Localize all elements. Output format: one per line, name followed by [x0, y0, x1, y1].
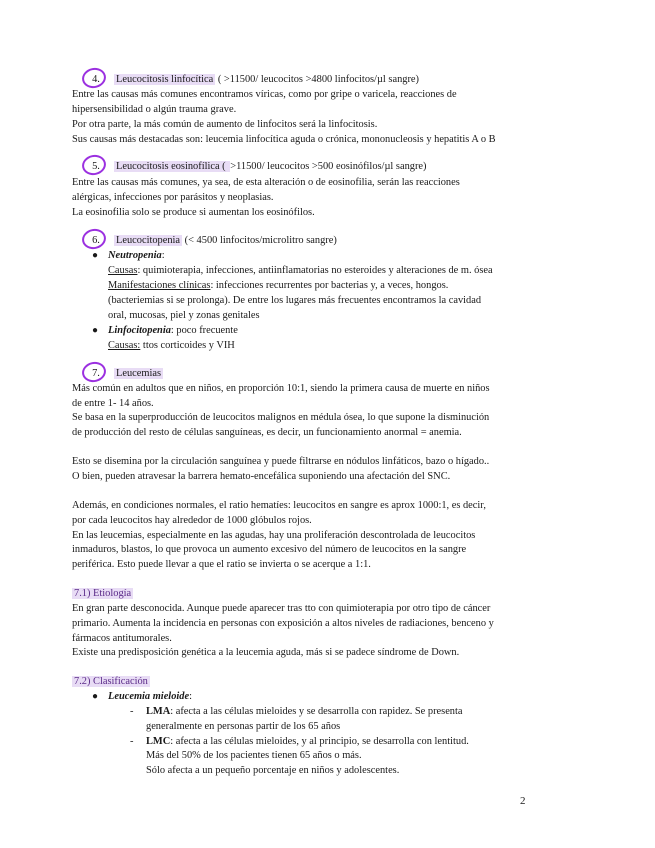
neutropenia-causas: Causas: quimioterapia, infecciones, antiinflamatorias no esteroides y alteraciones de m. ósea: [108, 265, 493, 276]
section-4-heading: 4. Leucocitosis linfocítica ( >11500/ leucocitos >4800 linfocitos/µl sangre): [86, 73, 419, 86]
lmc-line-2: Más del 50% de los pacientes tienen 65 años o más.: [146, 750, 362, 761]
circle-annotation-icon: [80, 227, 108, 252]
s71-line-1: En gran parte desconocida. Aunque puede aparecer tras tto con quimioterapia por otro tipo de cáncer: [72, 603, 491, 614]
section-5-heading: 5. Leucocitosis eosinofílica ( >11500/ leucocitos >500 eosinófilos/µl sangre): [86, 160, 427, 173]
lma-item: LMA: afecta a las células mieloides y se desarrolla con rapidez. Se presenta: [146, 706, 463, 717]
s4-line-3: Por otra parte, la más común de aumento de linfocitos será la linfocitosis.: [72, 119, 378, 130]
linfocitopenia-causas: Causas: ttos corticoides y VIH: [108, 340, 235, 351]
s4-line-1: Entre las causas más comunes encontramos víricas, como por gripe o varicela, reacciones de: [72, 89, 457, 100]
circle-annotation-icon: [80, 153, 108, 178]
bullet-icon: ●: [92, 691, 99, 702]
s71-line-4: Existe una predisposición genética a la leucemia aguda, más si se padece síndrome de Down.: [72, 647, 460, 658]
manifestaciones-line-3: oral, mucosas, piel y zonas genitales: [108, 310, 260, 321]
s4-line-2: hipersensibilidad o algún trauma grave.: [72, 104, 237, 115]
section-6-heading: 6. Leucocitopenia (< 4500 linfocitos/microlitro sangre): [86, 234, 337, 247]
manifestaciones-line-2: (bacteriemias si se prolonga). De entre los lugares más frecuentes encontramos la cavidad: [108, 295, 482, 306]
bullet-icon: ●: [92, 325, 99, 336]
neutropenia-manifestaciones: Manifestaciones clínicas: infecciones recurrentes por bacterias y, a veces, hongos.: [108, 280, 449, 291]
s7-line-9: En las leucemias, especialmente en las agudas, hay una proliferación descontrolada de leucocitos: [72, 530, 476, 541]
bullet-icon: ●: [92, 250, 99, 261]
section-7-heading: 7. Leucemias: [86, 367, 163, 380]
s7-line-1: Más común en adultos que en niños, en proporción 10:1, siendo la primera causa de muerte en niños: [72, 383, 490, 394]
s71-line-2: primario. Aumenta la incidencia en personas con exposición a altos niveles de radiaciones, benceno y: [72, 618, 494, 629]
neutropenia-item: Neutropenia:: [108, 250, 165, 261]
s5-line-2: alérgicas, infecciones por parásitos y neoplasias.: [72, 192, 274, 203]
s7-line-4: de producción del resto de células sanguíneas, es decir, un funcionamiento anormal = anemia.: [72, 427, 462, 438]
s7-line-6: O bien, pueden atravesar la barrera hemato-encefálica suponiendo una afectación del SNC.: [72, 471, 451, 482]
leucemia-mieloide-item: Leucemia mieloide:: [108, 691, 192, 702]
s5-line-3: La eosinofilia solo se produce si aumentan los eosinófilos.: [72, 207, 315, 218]
s7-line-2: de entre 1- 14 años.: [72, 398, 154, 409]
s7-line-11: periférica. Esto puede llevar a que el ratio se invierta o se acerque a 1:1.: [72, 559, 371, 570]
s5-line-1: Entre las causas más comunes, ya sea, de esta alteración o de eosinofilia, serán las reacciones: [72, 177, 460, 188]
page-number: 2: [520, 795, 526, 807]
s7-line-7: Además, en condiciones normales, el ratio hematíes: leucocitos en sangre es aprox 1000:1, es decir,: [72, 500, 486, 511]
s4-line-4: Sus causas más destacadas son: leucemia linfocítica aguda o crónica, mononucleosis y hepatitis A o B: [72, 134, 496, 145]
lma-line-2: generalmente en personas partir de los 65 años: [146, 721, 341, 732]
circle-annotation-icon: [80, 66, 108, 91]
linfocitopenia-item: Linfocitopenia: poco frecuente: [108, 325, 238, 336]
s7-line-3: Se basa en la superproducción de leucocitos malignos en médula ósea, lo que supone la disminución: [72, 412, 490, 423]
subsection-7-2-title: 7.2) Clasificación: [74, 676, 148, 687]
s7-line-8: por cada leucocitos hay alrededor de 1000 glóbulos rojos.: [72, 515, 312, 526]
lmc-line-3: Sólo afecta a un pequeño porcentaje en niños y adolescentes.: [146, 765, 400, 776]
circle-annotation-icon: [80, 360, 108, 385]
lmc-item: LMC: afecta a las células mieloides, y al principio, se desarrolla con lentitud.: [146, 736, 469, 747]
subsection-7-1-title: 7.1) Etiología: [74, 588, 132, 599]
s71-line-3: fármacos antitumorales.: [72, 633, 172, 644]
s7-line-10: inmaduros, blastos, lo que provoca un aumento excesivo del número de leucocitos en la sangre: [72, 544, 467, 555]
s7-line-5: Esto se disemina por la circulación sanguínea y puede filtrarse en nódulos linfáticos, bazo o hígado..: [72, 456, 490, 467]
dash-icon: -: [130, 736, 134, 747]
dash-icon: -: [130, 706, 134, 717]
